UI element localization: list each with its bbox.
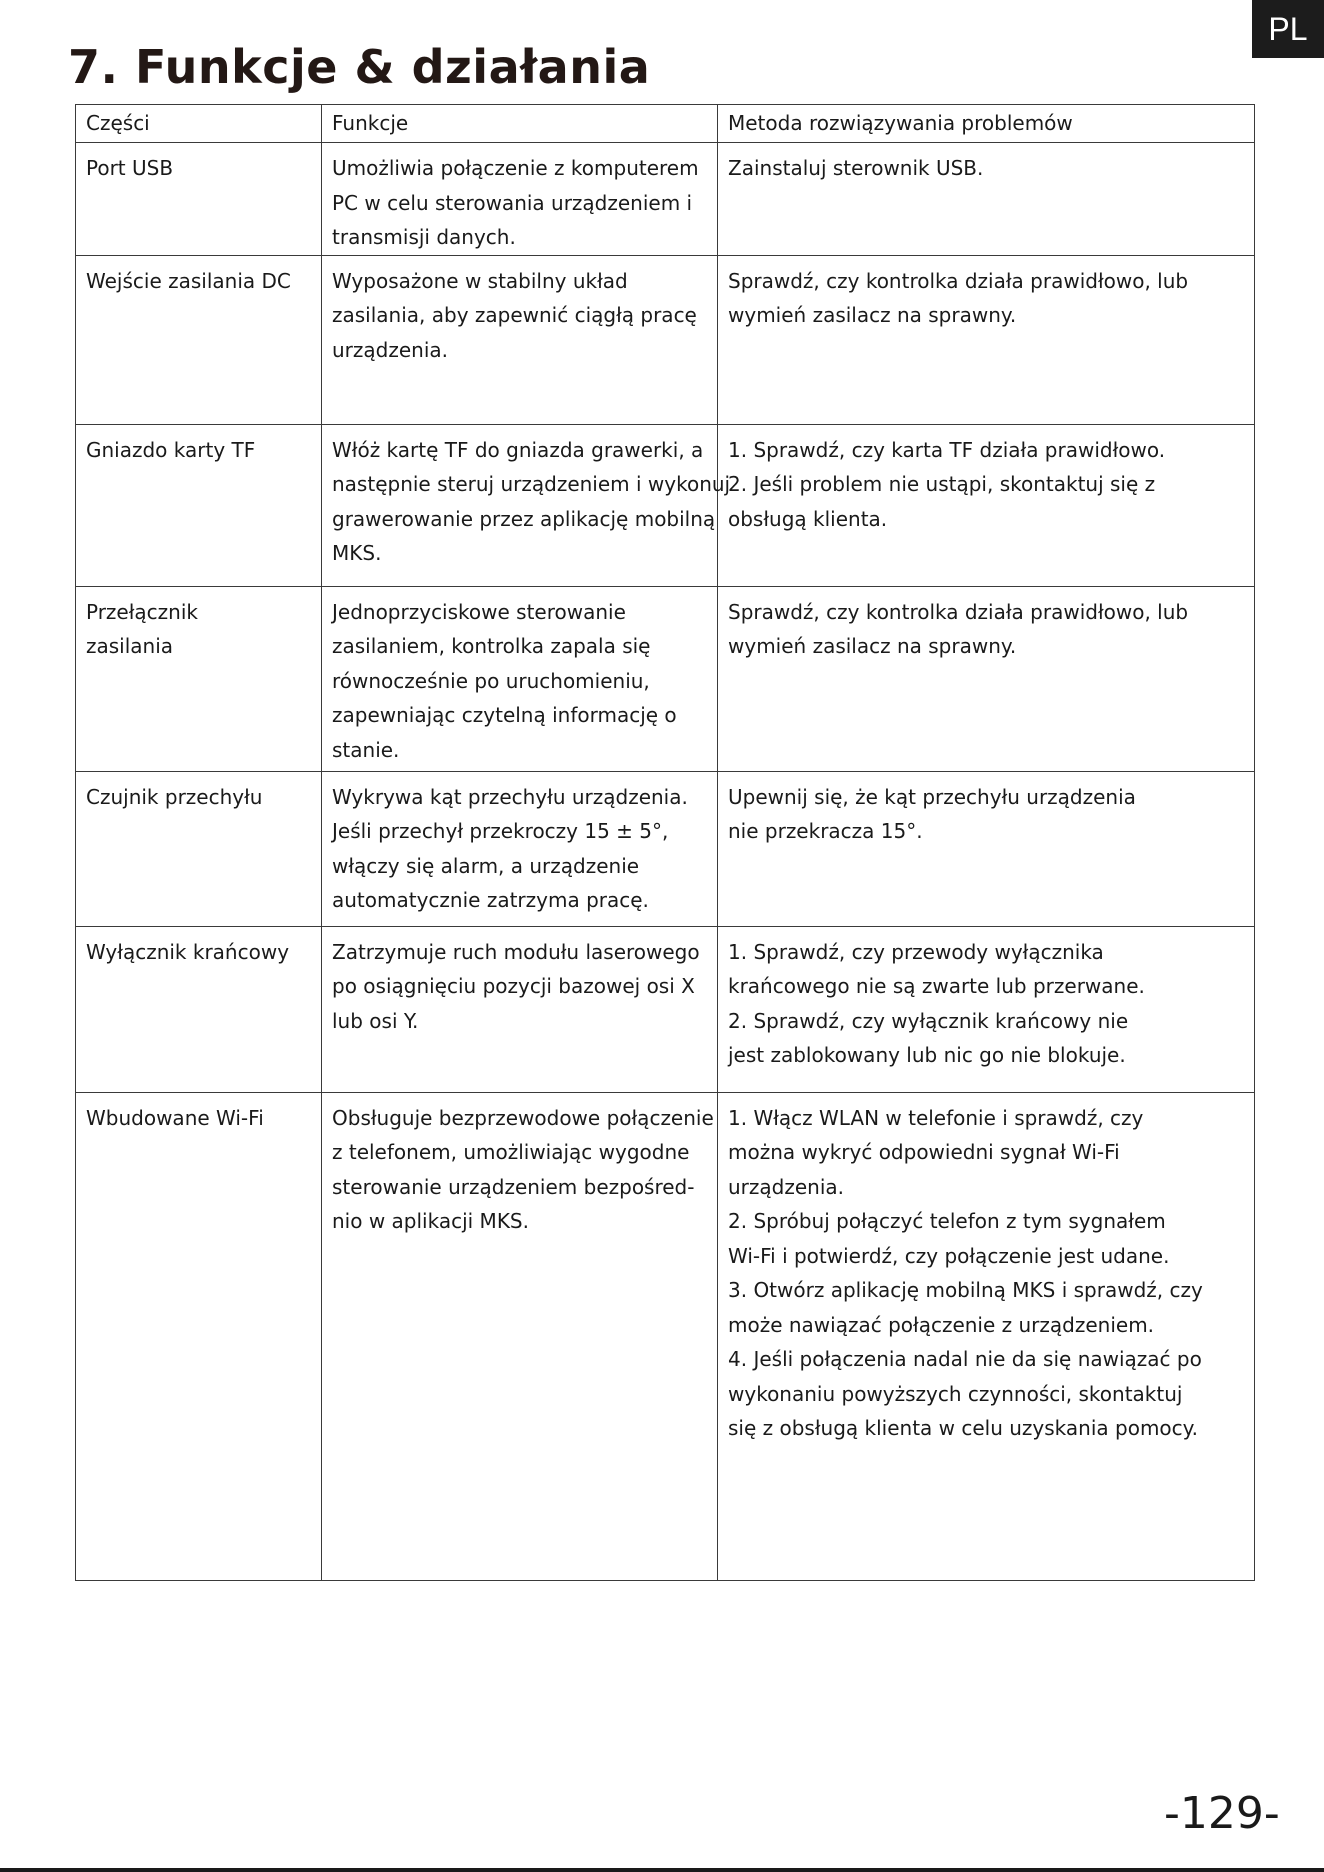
cell-text-line: 1. Sprawdź, czy przewody wyłącznika: [728, 939, 1104, 964]
table-row: [76, 926, 1255, 1092]
cell-text-line: Jeśli przechył przekroczy 15 ± 5°,: [332, 819, 669, 843]
table-row: [76, 143, 1255, 256]
cell-text-line: Wyłącznik krańcowy: [86, 939, 290, 964]
cell-text-line: Przełącznik: [86, 599, 198, 624]
cell-text-line: obsługą klienta.: [728, 506, 888, 531]
cell-text-line: po osiągnięciu pozycji bazowej osi X: [332, 974, 695, 998]
cell-text-line: stanie.: [332, 737, 400, 762]
cell-text-line: Wyposażone w stabilny układ: [332, 268, 628, 293]
cell-text-line: nie przekracza 15°.: [728, 819, 923, 843]
cell-text-line: wymień zasilacz na sprawny.: [728, 634, 1017, 658]
cell-function: [322, 424, 731, 586]
cell-text-line: Wykrywa kąt przechyłu urządzenia.: [332, 784, 688, 809]
cell-function: [322, 1092, 718, 1580]
cell-function: [322, 255, 718, 424]
cell-part: [76, 424, 322, 586]
cell-part: [76, 926, 322, 1092]
cell-text-line: się z obsługą klienta w celu uzyskania pomocy.: [728, 1416, 1198, 1440]
cell-text-line: Wbudowane Wi-Fi: [86, 1105, 264, 1130]
column-header-parts: Części: [76, 105, 322, 143]
cell-text-line: włączy się alarm, a urządzenie: [332, 853, 640, 878]
cell-text-line: nio w aplikacji MKS.: [332, 1209, 529, 1233]
bottom-rule: [0, 1868, 1324, 1872]
cell-text-line: Upewnij się, że kąt przechyłu urządzenia: [728, 784, 1136, 809]
cell-text-line: 4. Jeśli połączenia nadal nie da się nawiązać po: [728, 1347, 1202, 1371]
cell-method: [718, 1092, 1255, 1580]
language-tab: PL: [1252, 0, 1324, 58]
cell-text-line: zasilania, aby zapewnić ciągłą pracę: [332, 303, 697, 327]
page-title: 7. Funkcje & działania: [68, 40, 651, 94]
cell-text-line: Gniazdo karty TF: [86, 437, 256, 462]
cell-text-line: zasilaniem, kontrolka zapala się: [332, 634, 651, 658]
cell-part: [76, 143, 322, 256]
cell-function: [322, 586, 718, 771]
cell-text-line: urządzenia.: [332, 337, 448, 362]
cell-text-line: Wejście zasilania DC: [86, 268, 291, 293]
table-row: [76, 1092, 1255, 1580]
cell-text-line: Umożliwia połączenie z komputerem: [332, 156, 699, 180]
cell-text-line: Czujnik przechyłu: [86, 784, 263, 809]
cell-text-line: 2. Spróbuj połączyć telefon z tym sygnałem: [728, 1209, 1166, 1233]
column-header-method: Metoda rozwiązywania problemów: [718, 105, 1255, 143]
cell-text-line: sterowanie urządzeniem bezpośred-: [332, 1174, 695, 1199]
cell-text-line: następnie steruj urządzeniem i wykonuj: [332, 472, 731, 496]
cell-function: [322, 926, 718, 1092]
cell-text-line: można wykryć odpowiedni sygnał Wi-Fi: [728, 1140, 1120, 1164]
cell-part: [76, 255, 322, 424]
cell-text-line: lub osi Y.: [332, 1008, 419, 1033]
cell-method: [718, 926, 1255, 1092]
cell-text-line: Włóż kartę TF do gniazda grawerki, a: [332, 437, 704, 462]
cell-text-line: Sprawdź, czy kontrolka działa prawidłowo, lub: [728, 599, 1189, 624]
cell-text-line: Sprawdź, czy kontrolka działa prawidłowo, lub: [728, 268, 1189, 293]
cell-text-line: 3. Otwórz aplikację mobilną MKS i sprawdź, czy: [728, 1278, 1203, 1302]
cell-method: [718, 143, 1255, 256]
cell-function: [322, 143, 718, 256]
page-number: -129-: [1164, 1788, 1280, 1839]
cell-text-line: MKS.: [332, 541, 382, 565]
functions-table-container: [75, 104, 1254, 1579]
cell-text-line: grawerowanie przez aplikację mobilną: [332, 506, 716, 531]
cell-method: [718, 255, 1255, 424]
cell-part: [76, 586, 322, 771]
table-header-row: [76, 105, 1255, 143]
cell-text-line: równocześnie po uruchomieniu,: [332, 668, 650, 693]
functions-table: [75, 104, 1255, 1581]
cell-text-line: 1. Sprawdź, czy karta TF działa prawidłowo.: [728, 437, 1166, 462]
cell-text-line: Zatrzymuje ruch modułu laserowego: [332, 939, 700, 964]
cell-text-line: krańcowego nie są zwarte lub przerwane.: [728, 974, 1145, 998]
table-row: [76, 586, 1255, 771]
cell-method: [718, 586, 1255, 771]
table-row: [76, 771, 1255, 926]
cell-text-line: z telefonem, umożliwiając wygodne: [332, 1140, 690, 1164]
cell-text-line: 1. Włącz WLAN w telefonie i sprawdź, czy: [728, 1105, 1144, 1130]
cell-text-line: urządzenia.: [728, 1174, 844, 1199]
table-body: [76, 105, 1255, 1581]
cell-text-line: PC w celu sterowania urządzeniem i: [332, 190, 693, 215]
cell-part: [76, 771, 322, 926]
cell-text-line: automatycznie zatrzyma pracę.: [332, 888, 649, 912]
cell-text-line: Port USB: [86, 156, 174, 180]
table-row: [76, 424, 1255, 586]
cell-text-line: wymień zasilacz na sprawny.: [728, 303, 1017, 327]
cell-text-line: 2. Sprawdź, czy wyłącznik krańcowy nie: [728, 1008, 1129, 1033]
cell-text-line: transmisji danych.: [332, 225, 516, 249]
cell-text-line: Zainstaluj sterownik USB.: [728, 156, 984, 180]
cell-text-line: Wi-Fi i potwierdź, czy połączenie jest udane.: [728, 1243, 1170, 1268]
cell-text-line: 2. Jeśli problem nie ustąpi, skontaktuj się z: [728, 472, 1156, 496]
cell-part: [76, 1092, 322, 1580]
cell-text-line: wykonaniu powyższych czynności, skontaktuj: [728, 1381, 1183, 1406]
cell-text-line: może nawiązać połączenie z urządzeniem.: [728, 1312, 1155, 1337]
cell-text-line: Obsługuje bezprzewodowe połączenie: [332, 1105, 714, 1130]
table-row: [76, 255, 1255, 424]
cell-text-line: zapewniając czytelną informację o: [332, 703, 677, 727]
column-header-functions: Funkcje: [322, 105, 718, 143]
cell-text-line: jest zablokowany lub nic go nie blokuje.: [728, 1043, 1126, 1067]
cell-function: [322, 771, 718, 926]
cell-method: [718, 424, 1255, 586]
cell-text-line: zasilania: [86, 634, 174, 658]
cell-text-line: Jednoprzyciskowe sterowanie: [332, 599, 626, 624]
cell-method: [718, 771, 1255, 926]
